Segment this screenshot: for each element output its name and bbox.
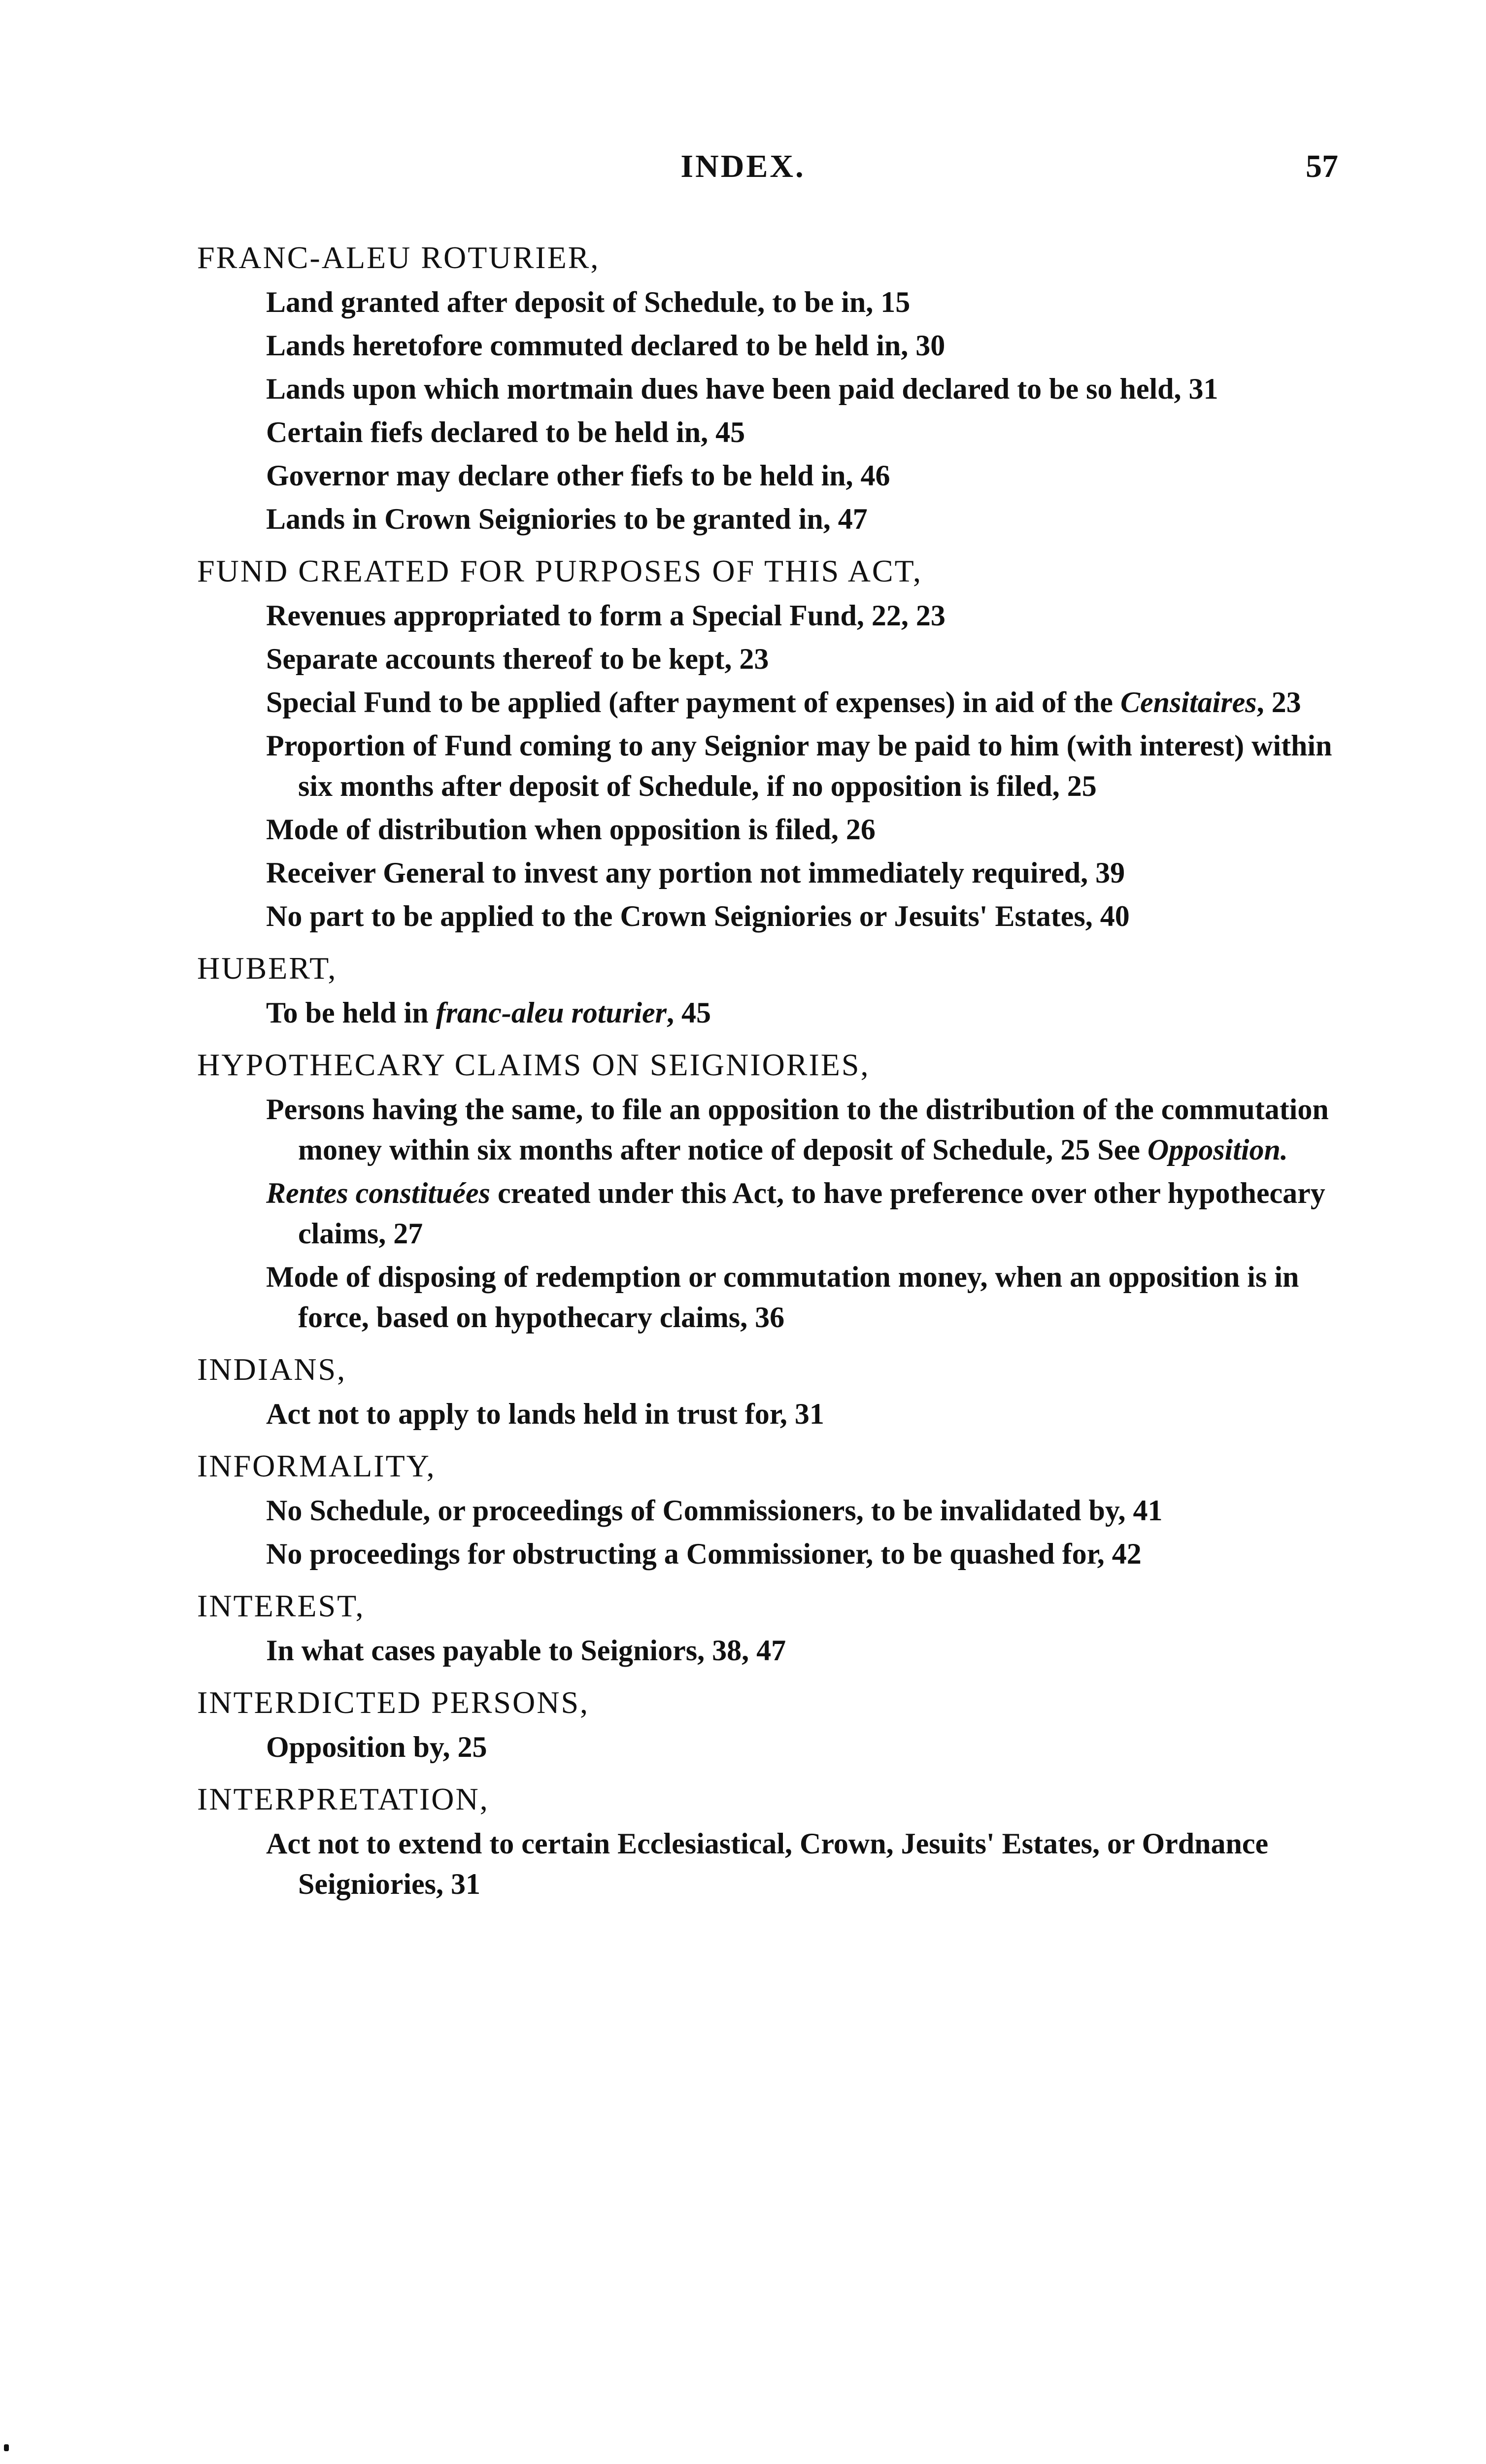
index-body (197, 237, 1350, 1915)
entry-heading: HUBERT, (197, 951, 338, 986)
subentry (197, 639, 1350, 679)
subentry (197, 1173, 1350, 1254)
subentry-text: Lands in Crown Seigniories to be granted in, 47 (266, 503, 868, 535)
subentry (197, 992, 1350, 1033)
subentry-text: Act not to apply to lands held in trust for, 31 (266, 1398, 824, 1430)
subentry-text: Proportion of Fund coming to any Seignior may be paid to him (with interest) within six months after deposit of Schedule, if no opposition is filed, 25 (266, 729, 1332, 802)
index-entry (197, 947, 1350, 1033)
entry-heading: HYPOTHECARY CLAIMS ON SEIGNIORIES, (197, 1047, 870, 1082)
subentry-text: Act not to extend to certain Ecclesiastical, Crown, Jesuits' Estates, or Ordnance Seigniories, 31 (266, 1827, 1269, 1900)
subentry (197, 896, 1350, 936)
index-entry (197, 1681, 1350, 1767)
subentry (197, 499, 1350, 539)
stray-ink-mark (4, 2444, 9, 2451)
subentry-text: Persons having the same, to file an opposition to the distribution of the commutation money within six months after notice of deposit of Schedule, 25 See (266, 1093, 1329, 1166)
subentry-italic-term: Rentes constituées (266, 1177, 491, 1209)
subentry (197, 1823, 1350, 1904)
subentry (197, 1727, 1350, 1767)
subentry-text: Mode of distribution when opposition is filed, 26 (266, 813, 876, 846)
index-entry (197, 1445, 1350, 1574)
subentry (197, 1089, 1350, 1170)
subentry-italic-term: Opposition. (1147, 1133, 1288, 1166)
entry-heading: INTERPRETATION, (197, 1781, 489, 1816)
entry-heading: FRANC-ALEU ROTURIER, (197, 240, 600, 275)
subentry (197, 1257, 1350, 1337)
subentry-text-after: , 45 (666, 996, 711, 1029)
subentry (197, 1490, 1350, 1531)
entry-heading: INFORMALITY, (197, 1448, 436, 1483)
subentry-text: Mode of disposing of redemption or commutation money, when an opposition is in force, based on hypothecary claims, 36 (266, 1261, 1299, 1334)
subentry (197, 282, 1350, 322)
subentry (197, 853, 1350, 893)
subentry (197, 412, 1350, 452)
index-entry (197, 237, 1350, 539)
index-entry (197, 1044, 1350, 1337)
subentry-text: No proceedings for obstructing a Commissioner, to be quashed for, 42 (266, 1538, 1142, 1570)
running-title: INDEX. (680, 148, 806, 184)
index-entry (197, 1585, 1350, 1671)
subentry (197, 595, 1350, 636)
index-entry (197, 1348, 1350, 1434)
entry-heading: INTEREST, (197, 1588, 365, 1623)
subentry (197, 325, 1350, 366)
subentry-text: Certain fiefs declared to be held in, 45 (266, 416, 745, 448)
subentry-text: Special Fund to be applied (after payment of expenses) in aid of the (266, 686, 1120, 719)
running-head (0, 148, 1486, 192)
subentry (197, 1534, 1350, 1574)
subentry-text-after: created under this Act, to have preference over other hypothecary claims, 27 (298, 1177, 1325, 1250)
entry-heading: FUND CREATED FOR PURPOSES OF THIS ACT, (197, 553, 922, 588)
subentry-text: No Schedule, or proceedings of Commissioners, to be invalidated by, 41 (266, 1494, 1163, 1527)
subentry (197, 1630, 1350, 1671)
subentry-text: No part to be applied to the Crown Seigniories or Jesuits' Estates, 40 (266, 900, 1130, 932)
subentry-text: In what cases payable to Seigniors, 38, 47 (266, 1634, 786, 1667)
subentry-text: Land granted after deposit of Schedule, to be in, 15 (266, 286, 911, 318)
entry-heading: INTERDICTED PERSONS, (197, 1685, 590, 1720)
index-entry (197, 1778, 1350, 1904)
subentry (197, 1394, 1350, 1434)
subentry (197, 809, 1350, 850)
subentry-text: Revenues appropriated to form a Special Fund, 22, 23 (266, 599, 946, 632)
index-entry (197, 550, 1350, 936)
entry-heading: INDIANS, (197, 1352, 347, 1387)
subentry (197, 369, 1350, 409)
subentry-italic-term: franc-aleu roturier (436, 996, 667, 1029)
subentry (197, 725, 1350, 806)
subentry-text-after: , 23 (1256, 686, 1301, 719)
subentry-text: Receiver General to invest any portion not immediately required, 39 (266, 856, 1125, 889)
subentry-text: To be held in (266, 996, 436, 1029)
subentry-text: Opposition by, 25 (266, 1731, 487, 1763)
subentry-italic-term: Censitaires (1120, 686, 1257, 719)
page-number: 57 (1306, 148, 1338, 184)
subentry (197, 455, 1350, 496)
subentry-text: Lands heretofore commuted declared to be held in, 30 (266, 329, 946, 362)
subentry-text: Governor may declare other fiefs to be held in, 46 (266, 459, 890, 492)
subentry (197, 682, 1350, 722)
subentry-text: Lands upon which mortmain dues have been paid declared to be so held, 31 (266, 373, 1218, 405)
subentry-text: Separate accounts thereof to be kept, 23 (266, 643, 769, 675)
